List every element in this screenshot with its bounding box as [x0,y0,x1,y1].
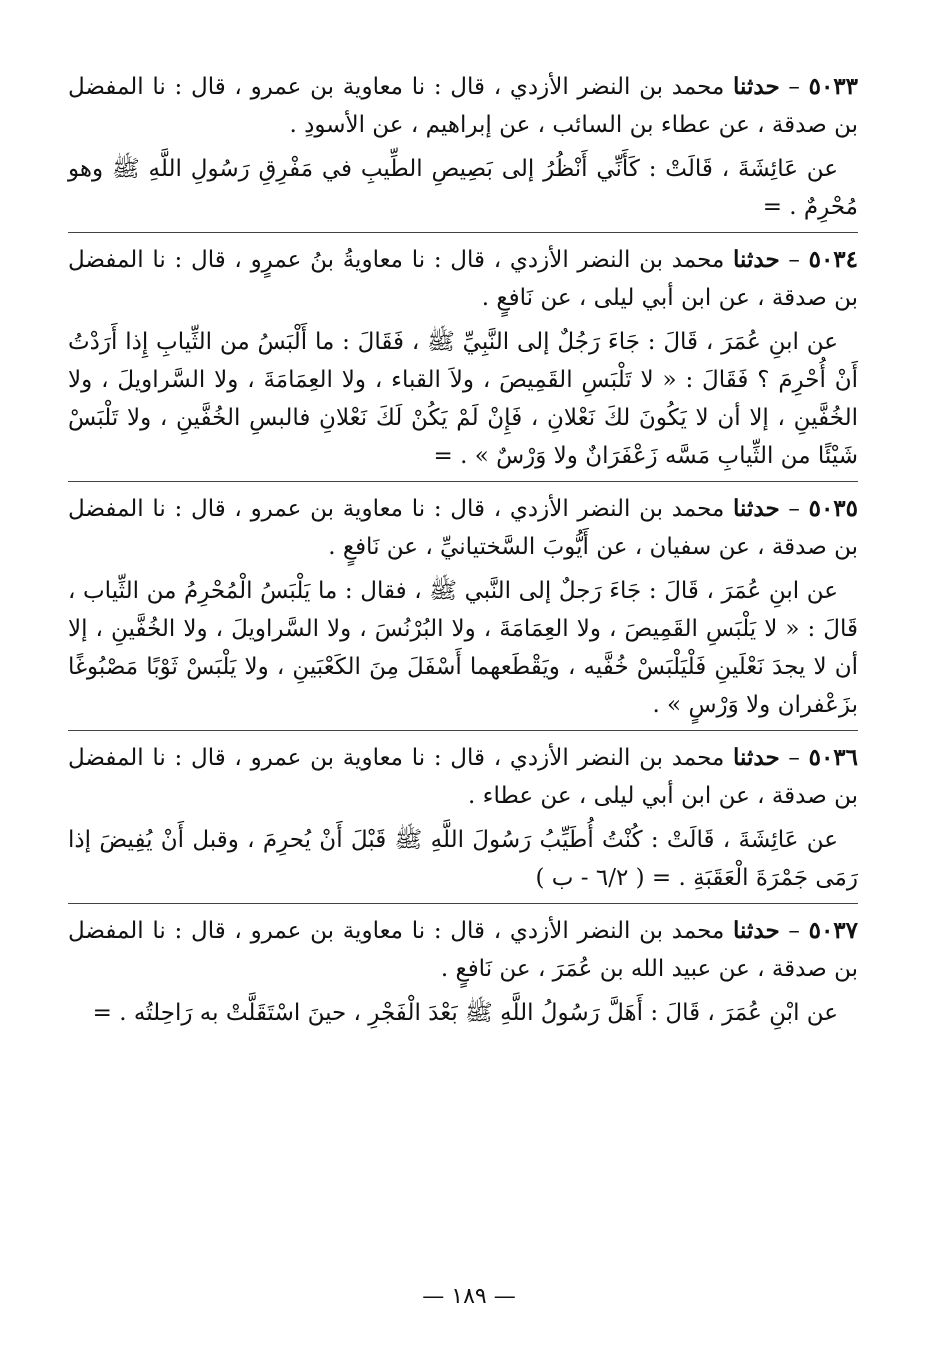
isnad-head: حدثنا [733,495,780,522]
matn-text: عن ابنِ عُمَرَ ، قَالَ : جَاءَ رَجُلٌ إلى النَّبِيِّ ﷺ ، فَقَالَ : ما أَلْبَسُ من الثِّيابِ إِذا أَرَدْتُ أَنْ أُحْرِمَ ؟ فَقَالَ : « لا تَلْبَسِ القَمِيصَ ، ولاَ القباء ، ولا العِمَامَةَ ، ولا السَّراويلَ ، ولا الخُفَّينِ ، إلا أن لا يَكُونَ لكَ نَعْلانِ ، فَإِنْ لَمْ يَكُنْ لَكَ نَعْلانِ فالبسِ الخُفَّينِ ، ولا تَلْبَسْ شَيْئًا من الثِّيابِ مَسَّه زَعْفَرَانٌ ولا وَرْسٌ » . = [68,329,858,469]
hadith-number: ٥٠٣٧ [808,917,859,944]
isnad-head: حدثنا [733,917,780,944]
hadith-number: ٥٠٣٥ [808,495,859,522]
document-page [68,68,858,1046]
hadith-5037 [68,912,858,1038]
matn-text: عن ابْنِ عُمَرَ ، قَالَ : أَهَلَّ رَسُولُ اللَّهِ ﷺ بَعْدَ الْفَجْرِ ، حينَ اسْتَقَلَّتْ به رَاحِلتُه . = [92,1000,838,1026]
hadith-5035 [68,490,858,731]
matn-text: عن ابنِ عُمَرَ ، قَالَ : جَاءَ رَجلٌ إلى النَّبي ﷺ ، فقال : ما يَلْبَسُ الْمُحْرِمُ من الثِّياب ، قَالَ : « لا يَلْبَسِ القَمِيصَ ، ولا العِمَامَةَ ، ولا البُرْنُسَ ، ولا السَّراويلَ ، ولا الخُفَّينِ ، إلا أن لا يجدَ نَعْلَينِ فَلْيَلْبَسْ خُفَّيه ، ويَقْطَعهما أَسْفَلَ مِنَ الكَعْبَينِ ، ولا يَلْبَسْ ثَوْبًا مَصْبُوغًا بزَعْفران ولا وَرْسٍ » . [68,578,858,718]
hadith-number: ٥٠٣٦ [808,744,859,771]
isnad-head: حدثنا [733,246,780,273]
isnad-text: محمد بن النضر الأزدي ، قال : نا معاوية بن عمرو ، قال : نا المفضل بن صدقة ، عن سفيان ، عن أَيُّوبَ السَّختيانيِّ ، عن نَافعٍ . [68,496,858,560]
hadith-5034 [68,241,858,482]
isnad-text: محمد بن النضر الأزدي ، قال : نا معاوية بن عمرو ، قال : نا المفضل بن صدقة ، عن عطاء بن السائب ، عن إبراهيم ، عن الأسودِ . [68,74,858,138]
matn-text: عن عَائِشَةَ ، قَالَتْ : كَأَنِّي أَنْظُرُ إلى بَصِيصِ الطِّيبِ في مَفْرِقِ رَسُولِ اللَّهِ ﷺ وهو مُحْرِمٌ . = [68,156,858,220]
isnad-text: محمد بن النضر الأزدي ، قال : نا معاويةُ بنُ عمرٍو ، قال : نا المفضل بن صدقة ، عن ابن أبي ليلى ، عن نَافعٍ . [68,247,858,311]
isnad: ٥٠٣٥ – حدثنا محمد بن النضر الأزدي ، قال : نا معاوية بن عمرو ، قال : نا المفضل بن صدقة ، عن سفيان ، عن أَيُّوبَ السَّختيانيِّ ، عن نَافعٍ . [68,495,859,560]
isnad-head: حدثنا [733,744,780,771]
isnad-text: محمد بن النضر الأزدي ، قال : نا معاوية بن عمرو ، قال : نا المفضل بن صدقة ، عن ابن أبي ليلى ، عن عطاء . [68,745,858,809]
isnad: ٥٠٣٤ – حدثنا محمد بن النضر الأزدي ، قال : نا معاويةُ بنُ عمرٍو ، قال : نا المفضل بن صدقة ، عن ابن أبي ليلى ، عن نَافعٍ . [68,246,859,311]
hadith-5036 [68,739,858,904]
isnad-text: محمد بن النضر الأزدي ، قال : نا معاوية بن عمرو ، قال : نا المفضل بن صدقة ، عن عبيد الله بن عُمَرَ ، عن نَافعٍ . [68,918,858,982]
page-number: — ١٨٩ — [422,1284,516,1309]
hadith-number: ٥٠٣٤ [808,246,859,273]
isnad: ٥٠٣٣ – حدثنا محمد بن النضر الأزدي ، قال : نا معاوية بن عمرو ، قال : نا المفضل بن صدقة ، عن عطاء بن السائب ، عن إبراهيم ، عن الأسودِ . [68,73,859,138]
hadith-5033 [68,68,858,233]
hadith-number: ٥٠٣٣ [808,73,859,100]
isnad-head: حدثنا [733,73,780,100]
matn-text: عن عَائِشَةَ ، قَالَتْ : كُنْتُ أُطَيِّبُ رَسُولَ اللَّهِ ﷺ قَبْلَ أَنْ يُحرِمَ ، وقبل أَنْ يُفِيضَ إذا رَمَى جَمْرَةَ الْعَقَبَةِ . = ( ٦/٢ - ب ) [68,827,858,891]
isnad: ٥٠٣٧ – حدثنا محمد بن النضر الأزدي ، قال : نا معاوية بن عمرو ، قال : نا المفضل بن صدقة ، عن عبيد الله بن عُمَرَ ، عن نَافعٍ . [68,917,859,982]
isnad: ٥٠٣٦ – حدثنا محمد بن النضر الأزدي ، قال : نا معاوية بن عمرو ، قال : نا المفضل بن صدقة ، عن ابن أبي ليلى ، عن عطاء . [68,744,859,809]
